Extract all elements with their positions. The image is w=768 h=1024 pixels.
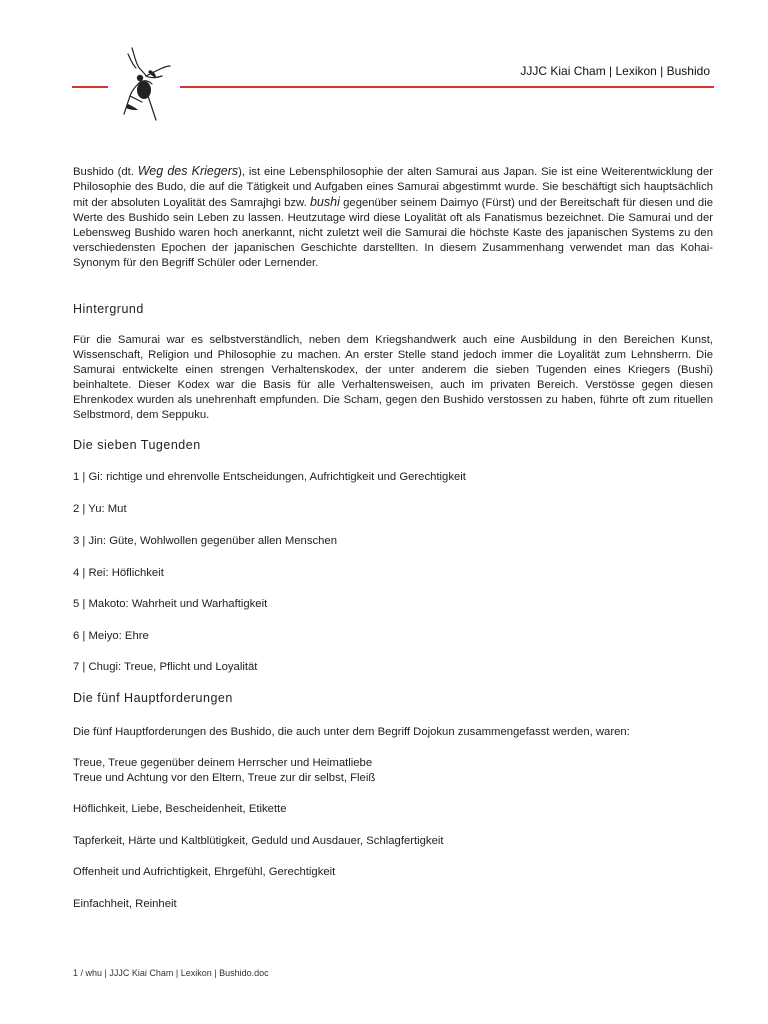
header-rule-right (180, 86, 714, 88)
tugend-item (73, 470, 713, 485)
page-footer: 1 / whu | JJJC Kiai Cham | Lexikon | Bushido.doc (73, 968, 269, 978)
hauptforderungen-intro (73, 725, 713, 740)
tugend-item-4: 4 | Rei: Höflichkeit (73, 567, 164, 579)
forderung-item (73, 834, 713, 849)
tugend-item (73, 597, 713, 612)
heading-hauptforderungen: Die fünf Hauptforderungen (73, 691, 233, 705)
tugend-item-5: 5 | Makoto: Wahrheit und Warhaftigkeit (73, 598, 268, 610)
intro-paragraph (73, 164, 713, 271)
intro-text-3: gegenüber seinem Daimyo (Fürst) und der Bereitschaft für diesen und die Werte des Bushido sein Leben zu lassen. Heutzutage wird diese Loyalität oft als Fanatismus bezeichnet. Die Samurai und der Lebensweg Bushido waren hoch anerkannt, nicht zuletzt weil die Samurai die höchste Kaste des japanischen Systems zu den verschiedensten Epochen der japanischen Geschichte darstellten. In diesem Zusammenhang verwendet man das Kohai-Synonym für den Begriff Schüler oder Lernender. (73, 197, 713, 269)
forderung-item-5: Einfachheit, Reinheit (73, 898, 177, 910)
intro-italic-bushi: bushi (309, 195, 340, 209)
intro-text-2: ), ist eine Lebensphilosophie der alten Samurai aus Japan. Sie ist eine Weiterentwicklung der Philosophie des Budo, die auf die Tätigkeit und Aufgaben eines Samurai abgestimmt wurde. Sie beschäftigt sich hauptsächlich mit der absoluten Loyalität des Samrajhgi bzw. (73, 166, 714, 209)
tugend-item (73, 502, 713, 517)
hintergrund-paragraph (73, 333, 713, 423)
tugend-item (73, 534, 713, 549)
tugend-item-6: 6 | Meiyo: Ehre (73, 630, 149, 642)
tugend-item-2: 2 | Yu: Mut (73, 503, 127, 515)
header-rule-left (72, 86, 108, 88)
forderung-item (73, 802, 713, 817)
intro-italic-term: Weg des Kriegers (137, 164, 239, 178)
forderung-item (73, 865, 713, 880)
forderung-item (73, 756, 713, 786)
forderung-item-3: Tapferkeit, Härte und Kaltblütigkeit, Geduld und Ausdauer, Schlagfertigkeit (73, 835, 444, 847)
forderung-item-1-line-2: Treue und Achtung vor den Eltern, Treue zur dir selbst, Fleiß (73, 772, 376, 784)
header-title: JJJC Kiai Cham | Lexikon | Bushido (520, 64, 710, 78)
section-hauptforderungen (73, 691, 713, 706)
section-hintergrund (73, 302, 713, 317)
section-tugenden (73, 438, 713, 453)
forderung-item-1-line-1: Treue, Treue gegenüber deinem Herrscher und Heimatliebe (73, 757, 373, 769)
tugend-item-1: 1 | Gi: richtige und ehrenvolle Entscheidungen, Aufrichtigkeit und Gerechtigkeit (73, 471, 466, 483)
tugend-item (73, 566, 713, 581)
page-header (0, 40, 768, 130)
hintergrund-text: Für die Samurai war es selbstverständlich, neben dem Kriegshandwerk auch eine Ausbildung in den Bereichen Kunst, Wissenschaft, Religion und Philosophie zu machen. An erster Stelle stand jedoch immer die Loyalität zum Lehnsherrn. Die Samurai entwickelte einen strengen Verhaltenskodex, der unter anderem die sieben Tugenden eines Kriegers (Bushi) beinhaltete. Dieser Kodex war die Basis für alle Verhaltensweisen, auch im privaten Bereich. Verstösse gegen diesen Ehrenkodex wurden als unehrenhaft empfunden. Die Scham, gegen den Bushido verstossen zu haben, führte oft zum rituellen Selbstmord, dem Seppuku. (73, 334, 713, 421)
forderung-item (73, 897, 713, 912)
heading-hintergrund: Hintergrund (73, 302, 144, 316)
intro-text-1: Bushido (dt. (73, 166, 138, 178)
judo-throw-logo-icon (110, 44, 176, 124)
hauptforderungen-intro-text: Die fünf Hauptforderungen des Bushido, die auch unter dem Begriff Dojokun zusammengefasst werden, waren: (73, 726, 630, 738)
forderung-item-2: Höflichkeit, Liebe, Bescheidenheit, Etikette (73, 803, 287, 815)
tugend-item-7: 7 | Chugi: Treue, Pflicht und Loyalität (73, 661, 258, 673)
tugend-item-3: 3 | Jin: Güte, Wohlwollen gegenüber allen Menschen (73, 535, 337, 547)
tugend-item (73, 660, 713, 675)
forderung-item-4: Offenheit und Aufrichtigkeit, Ehrgefühl, Gerechtigkeit (73, 866, 336, 878)
tugend-item (73, 629, 713, 644)
heading-tugenden: Die sieben Tugenden (73, 438, 201, 452)
